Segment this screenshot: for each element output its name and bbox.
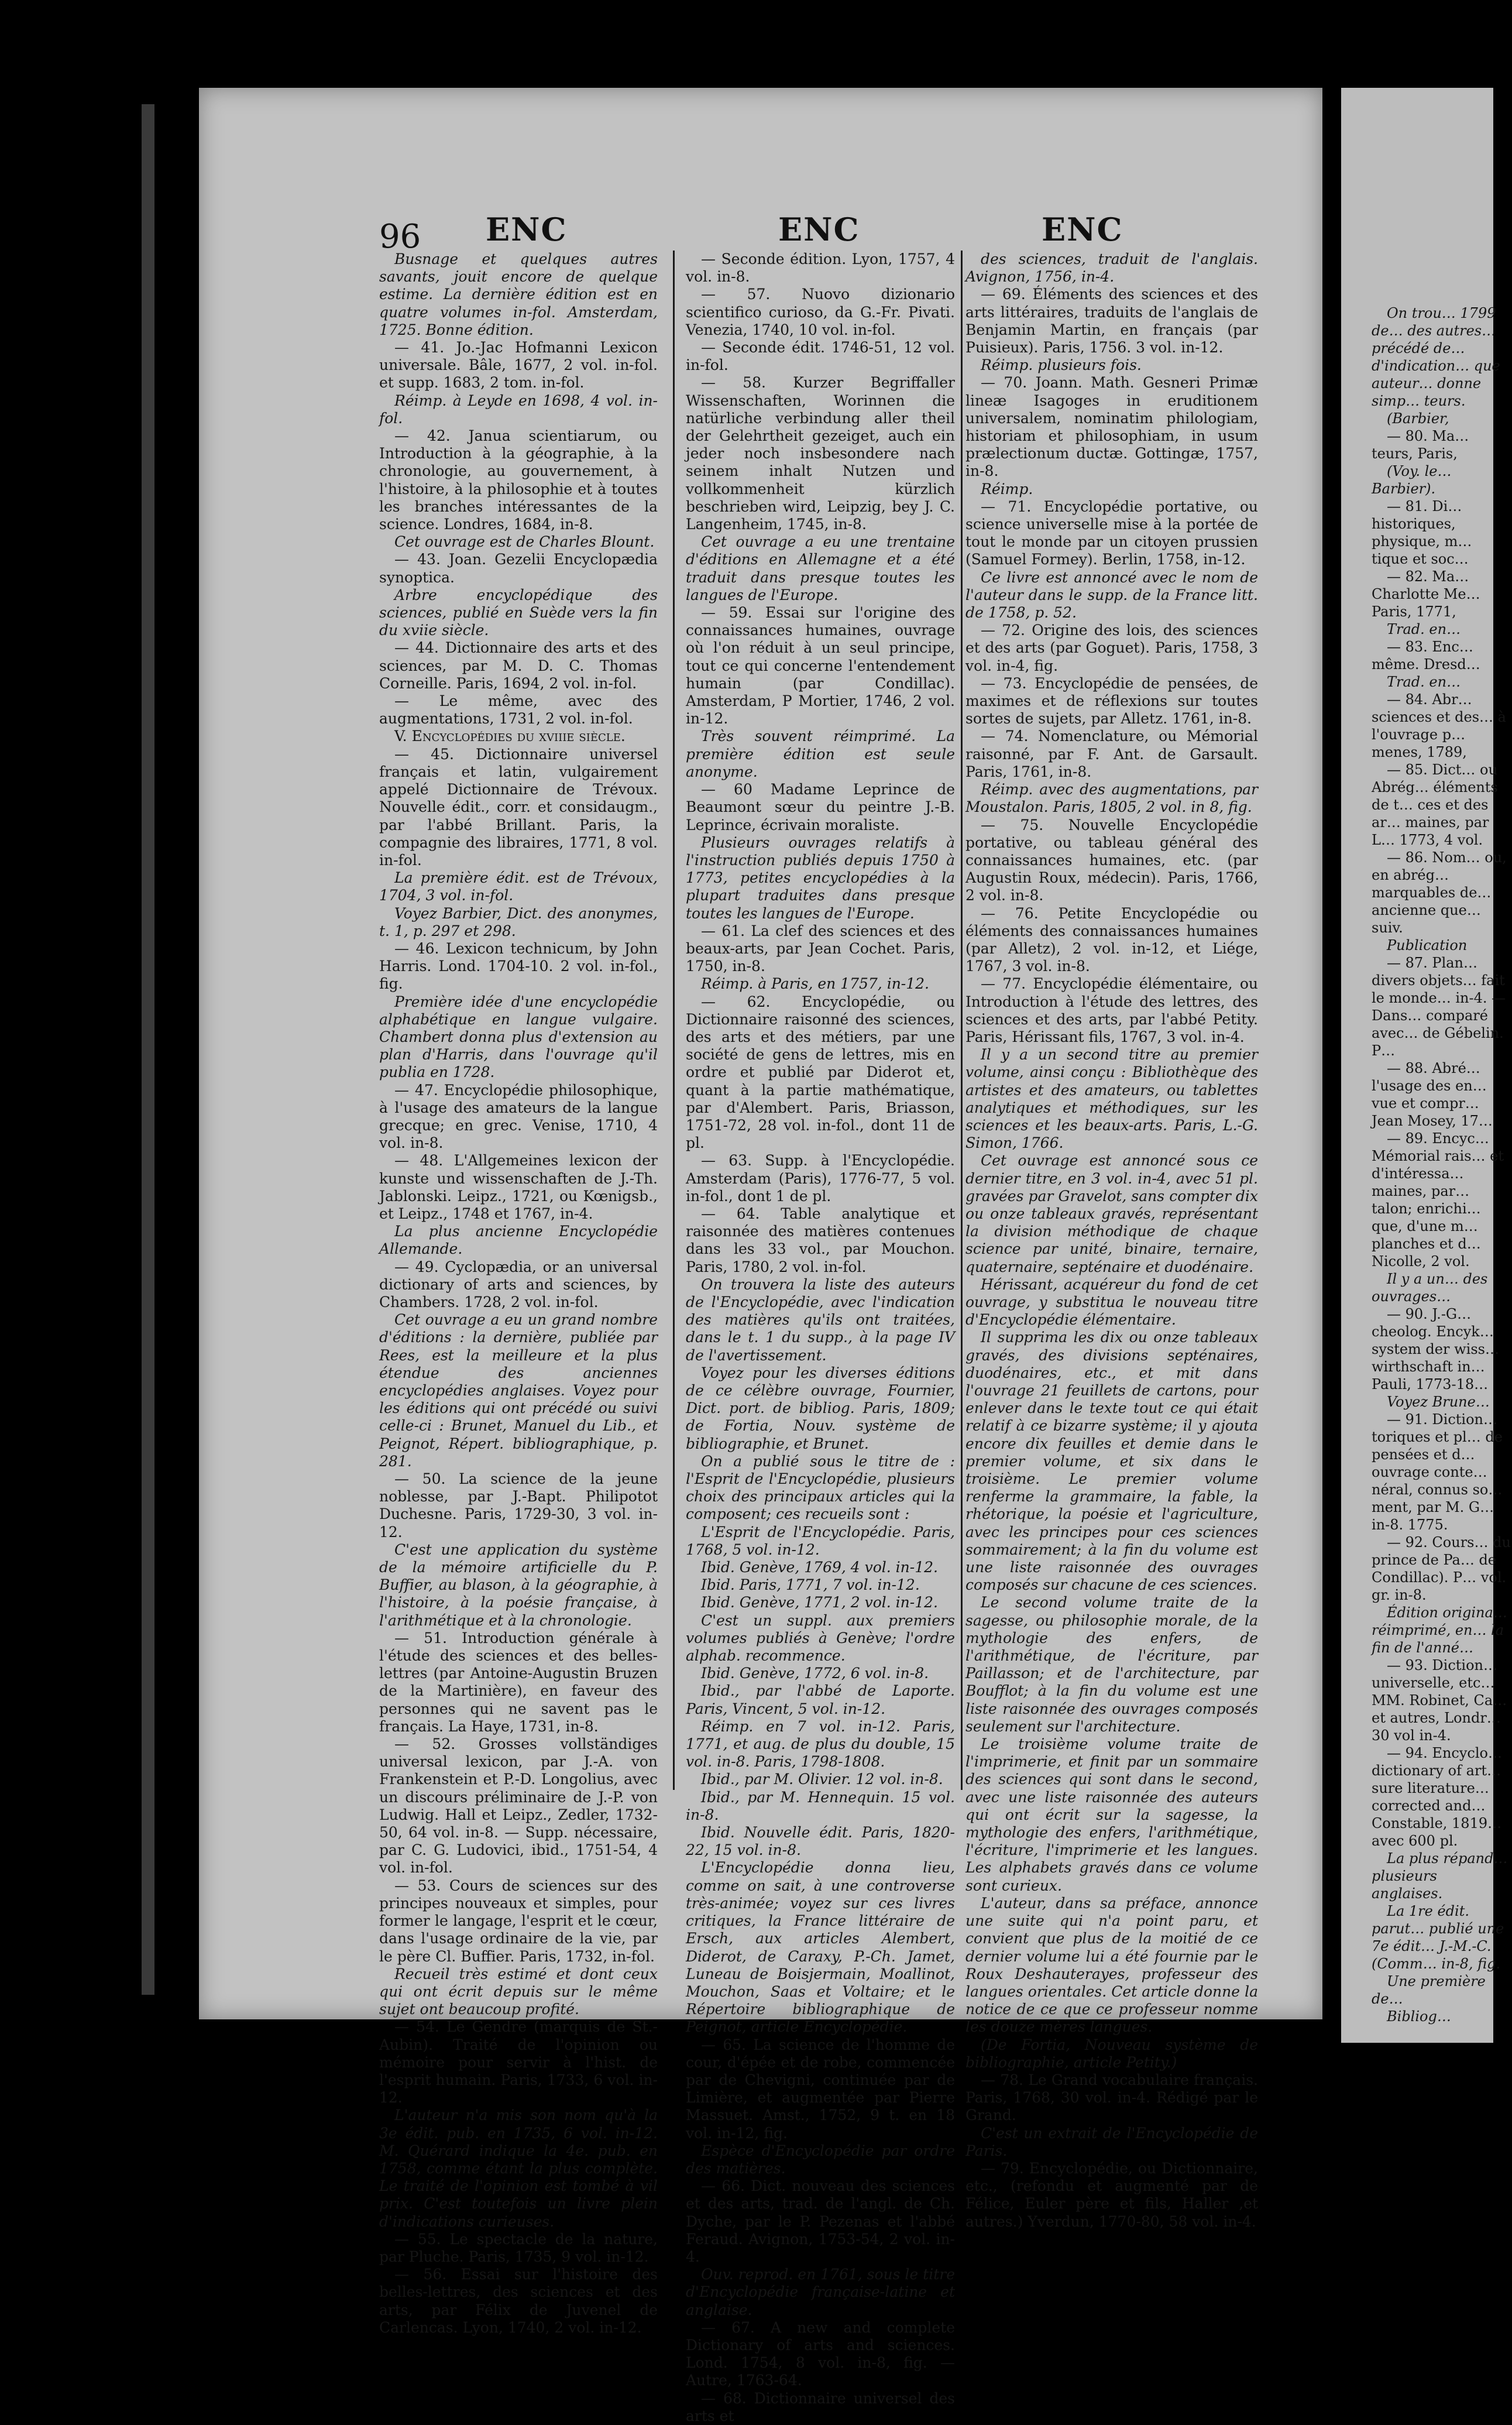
entry-paragraph: Réimp. en 7 vol. in-12. Paris, 1771, et aug. de plus du double, 15 vol. in-8. Paris, 1798-1808. <box>686 1717 955 1771</box>
entry-paragraph: — 75. Nouvelle Encyclopédie portative, ou tableau général des connaissances humaines, etc. (par Augustin Roux, médecin). Paris, 1766, 2 vol. in-8. <box>965 816 1258 904</box>
entry-paragraph: Ibid., par M. Olivier. 12 vol. in-8. <box>701 1771 943 1788</box>
text-column-2 <box>686 251 955 2424</box>
entry-paragraph: — 86. Nom… ou, en abrég… marquables de… ancienne que… suiv. <box>1372 849 1507 936</box>
entry-paragraph: — 43. Joan. Gezelii Encyclopædia synoptica. <box>379 551 658 586</box>
running-header-center: ENC <box>778 211 860 248</box>
entry-paragraph: — 67. A new and complete Dictionary of arts and sciences. Lond. 1754, 8 vol. in-8, fig. — Autre, 1763-64. <box>686 2318 955 2389</box>
running-header-right: ENC <box>1042 211 1123 248</box>
entry-paragraph: — 59. Essai sur l'origine des connaissances humaines, ouvrage où l'on réduit à un seul principe, tout ce qui concerne l'entendement humain (par Condillac). Amsterdam, P Mortier, 1746, 2 vol. in-12. <box>686 604 955 728</box>
entry-paragraph: — 44. Dictionnaire des arts et des sciences, par M. D. C. Thomas Corneille. Paris, 1694, 2 vol. in-fol. <box>379 639 658 692</box>
entry-paragraph: On a publié sous le titre de : l'Esprit de l'Encyclopédie, plusieurs choix des principaux articles qui la composent; ces recueils sont : <box>686 1452 955 1523</box>
entry-paragraph: Plusieurs ouvrages relatifs à l'instruction publiés depuis 1750 à 1773, petites encyclopédies à la plupart traduites dans presque toutes les langues de l'Europe. <box>686 834 955 922</box>
column-rule-1 <box>673 251 675 1790</box>
entry-paragraph: Réimp. <box>981 480 1033 498</box>
entry-paragraph: Ibid. Genève, 1771, 2 vol. in-12. <box>701 1594 938 1611</box>
entry-paragraph: — 64. Table analytique et raisonnée des matières contenues dans les 33 vol., par Mouchon. Paris, 1780, 2 vol. in-fol. <box>686 1205 955 1275</box>
entry-paragraph: Ibid. Paris, 1771, 7 vol. in-12. <box>701 1576 920 1594</box>
entry-paragraph: Publication <box>1387 937 1468 953</box>
column-rule-2 <box>961 251 963 1790</box>
entry-paragraph: L'Esprit de l'Encyclopédie. Paris, 1768, 5 vol. in-12. <box>686 1523 955 1558</box>
entry-paragraph: — 76. Petite Encyclopédie ou éléments des connaissances humaines (par Alletz), 2 vol. in-12, et Liége, 1767, 3 vol. in-8. <box>965 904 1258 975</box>
entry-paragraph: Première idée d'une encyclopédie alphabétique en langue vulgaire. Chambert donna plus d'extension au plan d'Harris, dans l'ouvrage qu'il publia en 1728. <box>379 993 658 1081</box>
entry-paragraph: Voyez Brune… <box>1387 1394 1490 1410</box>
adjacent-page-fragment <box>1341 88 1511 2043</box>
entry-paragraph: — 62. Encyclopédie, ou Dictionnaire raisonné des sciences, des arts et des métiers, par une société de gens de lettres, mis en ordre et publié par Diderot et, quant à la partie mathématique, par d'Alembert. Paris, Briasson, 1751-72, 28 vol. in-fol., dont 11 de pl. <box>686 993 955 1152</box>
entry-paragraph: Ouv. reprod. en 1761, sous le titre d'Encyclopédie française-latine et anglaise. <box>686 2266 955 2318</box>
entry-paragraph: Ibid., par M. Hennequin. 15 vol. in-8. <box>686 1788 955 1823</box>
entry-paragraph: — 92. Cours… du prince de Pa… de Condillac). P… vol. gr. in-8. <box>1372 1534 1511 1603</box>
entry-paragraph: — 71. Encyclopédie portative, ou science universelle mise à la portée de tout le monde par un citoyen prussien (Samuel Formey). Berlin, 1758, in-12. <box>965 498 1258 568</box>
entry-paragraph: La première édit. est de Trévoux, 1704, 3 vol. in-fol. <box>379 869 658 904</box>
text-column-3 <box>965 251 1258 2230</box>
entry-paragraph: des sciences, traduit de l'anglais. Avignon, 1756, in-4. <box>965 251 1258 286</box>
entry-paragraph: Espèce d'Encyclopédie par ordre des matières. <box>686 2142 955 2177</box>
entry-paragraph: — 77. Encyclopédie élémentaire, ou Introduction à l'étude des lettres, des sciences et des arts, par l'abbé Petity. Paris, Hérissant fils, 1767, 3 vol. in-4. <box>965 975 1258 1045</box>
entry-paragraph: — 48. L'Allgemeines lexicon der kunste und wissenschaften de J.-Th. Jablonski. Leipz., 1721, ou Kœnigsb., et Leipz., 1748 et 1767, in-4. <box>379 1152 658 1222</box>
entry-paragraph: — 69. Éléments des sciences et des arts littéraires, traduits de l'anglais de Benjamin Martin, en français (par Puisieux). Paris, 1756. 3 vol. in-12. <box>965 286 1258 356</box>
entry-paragraph: L'Encyclopédie donna lieu, comme on sait, à une controverse très-animée; voyez sur ces livres critiques, la France littéraire de Ersch, aux articles Alembert, Diderot, de Caraxy, P.-Ch. Jamet, Luneau de Boisjermain, Moallinot, Mouchon, Saas et Voltaire; et le Répertoire bibliographique de Peignot, article Encyclopédie. <box>686 1859 955 2036</box>
entry-paragraph: Réimp. à Paris, en 1757, in-12. <box>701 975 930 993</box>
entry-paragraph: (De Fortia, Nouveau système de bibliographie, article Petity.) <box>965 2036 1258 2071</box>
page-number: 96 <box>379 218 421 256</box>
entry-paragraph: — 47. Encyclopédie philosophique, à l'usage des amateurs de la langue grecque; en grec. Venise, 1710, 4 vol. in-8. <box>379 1081 658 1152</box>
entry-paragraph: — 72. Origine des lois, des sciences et des arts (par Goguet). Paris, 1758, 3 vol. in-4, fig. <box>965 622 1258 674</box>
entry-paragraph: On trou… 1799 de… des autres… précédé de… d'indication… que auteur… donne simp… teurs. <box>1372 305 1500 409</box>
entry-paragraph: La plus ancienne Encyclopédie Allemande. <box>379 1223 658 1258</box>
entry-paragraph: La 1re édit. parut… publié une 7e édit… J.-M.-C. (Comm… in-8, fig. <box>1372 1903 1504 1972</box>
entry-paragraph: Cet ouvrage a eu une trentaine d'éditions en Allemagne et a été traduit dans presque toutes les langues de l'Europe. <box>686 533 955 603</box>
entry-paragraph: C'est un extrait de l'Encyclopédie de Paris. <box>965 2124 1258 2159</box>
entry-paragraph: Réimp. à Leyde en 1698, 4 vol. in-fol. <box>379 392 658 427</box>
entry-paragraph: — 82. Ma… Charlotte Me… Paris, 1771, <box>1372 568 1480 620</box>
entry-paragraph: — 63. Supp. à l'Encyclopédie. Amsterdam (Paris), 1776-77, 5 vol. in-fol., dont 1 de pl. <box>686 1152 955 1205</box>
entry-paragraph: Édition origina… réimprimé, en… la fin de l'anné… <box>1372 1604 1507 1656</box>
entry-paragraph: Très souvent réimprimé. La première édition est seule anonyme. <box>686 728 955 780</box>
entry-paragraph: — Seconde édition. Lyon, 1757, 4 vol. in-8. <box>686 251 955 286</box>
entry-paragraph: Une première de… <box>1372 1973 1486 2007</box>
entry-paragraph: L'auteur n'a mis son nom qu'à la 3e édit. pub. en 1735, 6 vol. in-12. M. Quérard indique la 4e. pub. en 1758, comme étant la plus complète. Le traité de l'opinion est tombé à vil prix. C'est toutefois un livre plein d'indications curieuses. <box>379 2107 658 2230</box>
entry-paragraph: Le second volume traite de la sagesse, ou philosophie morale, de la mythologie des enfers, de l'arithmétique, de l'écriture, par Paillasson; et de l'architecture, par Boufflot; à la fin du volume est une liste raisonnée des ouvrages composés seulement sur l'architecture. <box>965 1594 1258 1735</box>
entry-paragraph: (Voy. le… Barbier). <box>1372 463 1452 497</box>
entry-paragraph: — 58. Kurzer Begriffaller Wissenschaften, Worinnen die natürliche verbindung aller theil der Gelehrtheit gezeiget, auch ein jeder noch insbesondere nach seinem inhalt Nutzen und vollkommenheit kürzlich beschrieben wird, Leipzig, bey J. C. Langenheim, 1745, in-8. <box>686 374 955 533</box>
entry-paragraph: — 87. Plan… divers objets… fait le monde… in-4. — Dans… comparé avec… de Gébelin. P… <box>1372 955 1506 1059</box>
entry-paragraph: — 57. Nuovo dizionario scientifico curioso, da G.-Fr. Pivati. Venezia, 1740, 10 vol. in-fol. <box>686 286 955 338</box>
entry-paragraph: Trad. en… <box>1387 621 1461 637</box>
entry-paragraph: Voyez pour les diverses éditions de ce célèbre ouvrage, Fournier, Dict. port. de bibliog. Paris, 1809; de Fortia, Nouv. système de bibliographie, et Brunet. <box>686 1364 955 1452</box>
entry-paragraph: — 50. La science de la jeune noblesse, par J.-Bapt. Philipotot Duchesne. Paris, 1729-30, 3 vol. in-12. <box>379 1470 658 1541</box>
entry-paragraph: Recueil très estimé et dont ceux qui ont écrit depuis sur le même sujet ont beaucoup profité. <box>379 1965 658 2018</box>
entry-paragraph: — 73. Encyclopédie de pensées, de maximes et de réflexions sur toutes sortes de sujets, par Alletz. 1761, in-8. <box>965 674 1258 728</box>
entry-paragraph: — 93. Diction… universelle, etc… MM. Robinet, Ca… et autres, Londr… 30 vol in-4. <box>1372 1657 1507 1744</box>
entry-paragraph: — 79. Encyclopédie, ou Dictionnaire, etc., (refondu et augmenté par de Félice, Euler père et fils, Haller ,et autres.) Yverdun, 1770-80, 58 vol. in-4. <box>965 2159 1258 2230</box>
entry-paragraph: — 56. Essai sur l'histoire des belles-lettres, des sciences et des arts, par Félix de Juvenel de Carlencas. Lyon, 1740, 2 vol. in-12. <box>379 2266 658 2336</box>
entry-paragraph: — 84. Abr… sciences et des… à l'ouvrage p… menes, 1789, <box>1372 691 1506 760</box>
entry-paragraph: — 61. La clef des sciences et des beaux-arts, par Jean Cochet. Paris, 1750, in-8. <box>686 922 955 975</box>
entry-paragraph: Cet ouvrage a eu un grand nombre d'éditions : la dernière, publiée par Rees, est la meilleure et la plus étendue des anciennes encyclopédies anglaises. Voyez pour les éditions qui ont précédé ou suivi celle-ci : Brunet, Manuel du Lib., et Peignot, Répert. bibliographique, p. 281. <box>379 1311 658 1470</box>
entry-paragraph: — 55. Le spectacle de la nature, par Pluche. Paris, 1735, 9 vol. in-12. <box>379 2230 658 2265</box>
entry-paragraph: — 94. Encyclo… dictionary of art… sure literature… corrected and… Constable, 1819… avec 600 pl. <box>1372 1745 1502 1849</box>
entry-paragraph: V. Encyclopédies du xviiie siècle. <box>394 728 626 745</box>
entry-paragraph: — 88. Abré… l'usage des en… vue et compr… Jean Mosey, 17… <box>1372 1060 1493 1129</box>
entry-paragraph: — 78. Le Grand vocabulaire français. Paris, 1768, 30 vol. in-4. Rédigé par le Grand. <box>965 2071 1258 2124</box>
entry-paragraph: — 52. Grosses vollständiges universal lexicon, par J.-A. von Frankenstein et P.-D. Longolius, avec un discours préliminaire de J.-P. von Ludwig. Hall et Leipz., Zedler, 1732-50, 64 vol. in-8. — Supp. nécessaire, par C. G. Ludovici, ibid., 1751-54, 4 vol. in-fol. <box>379 1735 658 1877</box>
entry-paragraph: C'est une application du système de la mémoire artificielle du P. Buffier, au blason, à la géographie, à l'histoire, à la poésie française, à l'arithmétique et à la chronologie. <box>379 1541 658 1629</box>
entry-paragraph: Bibliog… <box>1387 2008 1451 2025</box>
adjacent-page-text <box>1372 304 1512 2037</box>
entry-paragraph: — Seconde édit. 1746-51, 12 vol. in-fol. <box>686 339 955 374</box>
entry-paragraph: Réimp. avec des augmentations, par Moustalon. Paris, 1805, 2 vol. in 8, fig. <box>965 781 1258 816</box>
entry-paragraph: — 70. Joann. Math. Gesneri Primæ lineæ Isagoges in eruditionem universalem, nominatim philologiam, historiam et philosophiam, in usum prælectionum ductæ. Gottingæ, 1757, in-8. <box>965 374 1258 480</box>
entry-paragraph: — 46. Lexicon technicum, by John Harris. Lond. 1704-10. 2 vol. in-fol., fig. <box>379 939 658 993</box>
entry-paragraph: — 65. La science de l'homme de cour, d'épée et de robe, commencée par de Chevigni, continuée par de Limière, et augmentée par Pierre Massuet. Amst., 1752, 9 t. en 18 vol. in-12, fig. <box>686 2036 955 2142</box>
entry-paragraph: Réimp. plusieurs fois. <box>981 356 1142 374</box>
entry-paragraph: Ce livre est annoncé avec le nom de l'auteur dans le supp. de la France litt. de 1758, p. 52. <box>965 568 1258 622</box>
entry-paragraph: — 49. Cyclopædia, or an universal dictionary of arts and sciences, by Chambers. 1728, 2 vol. in-fol. <box>379 1258 658 1311</box>
entry-paragraph: Ibid. Nouvelle édit. Paris, 1820-22, 15 vol. in-8. <box>686 1824 955 1859</box>
entry-paragraph: — 54. Le Gendre (marquis de St.-Aubin). Traité de l'opinion ou mémoire pour servir à l'hist. de l'esprit humain. Paris, 1733, 6 vol. in-12. <box>379 2018 658 2107</box>
entry-paragraph: Il y a un… des ouvrages… <box>1372 1271 1488 1305</box>
entry-paragraph: — Le même, avec des augmentations, 1731, 2 vol. in-fol. <box>379 692 658 728</box>
entry-paragraph: Arbre encyclopédique des sciences, publié en Suède vers la fin du xviie siècle. <box>379 586 658 639</box>
entry-paragraph: Voyez Barbier, Dict. des anonymes, t. 1, p. 297 et 298. <box>379 904 658 939</box>
entry-paragraph: — 45. Dictionnaire universel français et latin, vulgairement appelé Dictionnaire de Trévoux. Nouvelle édit., corr. et considaugm., par l'abbé Brillant. Paris, la compagnie des libraires, 1771, 8 vol. in-fol. <box>379 745 658 869</box>
entry-paragraph: — 89. Encyc… Mémorial rais… et d'intéressa… maines, par… talon; enrichi… que, d'une m… planches et d… Nicolle, 2 vol. <box>1372 1130 1504 1270</box>
text-column-1 <box>379 251 658 2336</box>
entry-paragraph: Ibid., par l'abbé de Laporte. Paris, Vincent, 5 vol. in-12. <box>686 1682 955 1717</box>
entry-paragraph: — 85. Dict… ou Abrég… éléments de t… ces et des ar… maines, par L… 1773, 4 vol. <box>1372 762 1498 848</box>
entry-paragraph: Hérissant, acquéreur du fond de cet ouvrage, y substitua le nouveau titre d'Encyclopédie élémentaire. <box>965 1275 1258 1329</box>
entry-paragraph: — 51. Introduction générale à l'étude des sciences et des belles-lettres (par Antoine-Augustin Bruzen de la Martinière), en faveur des personnes qui ne savent pas le français. La Haye, 1731, in-8. <box>379 1629 658 1735</box>
entry-paragraph: — 91. Diction… toriques et pl… de pensées et d… ouvrage conte… néral, connus so… ment, par M. G… in-8. 1775. <box>1372 1411 1503 1533</box>
entry-paragraph: Busnage et quelques autres savants, jouit encore de quelque estime. La dernière édition est en quatre volumes in-fol. Amsterdam, 1725. Bonne édition. <box>379 251 658 338</box>
entry-paragraph: Ibid. Genève, 1769, 4 vol. in-12. <box>701 1559 938 1576</box>
entry-paragraph: — 80. Ma… teurs, Paris, <box>1372 428 1469 462</box>
entry-paragraph: Il supprima les dix ou onze tableaux gravés, des divisions septénaires, duodénaires, etc., et mit dans l'ouvrage 21 feuillets de cartons, pour enlever dans le texte tout ce qui était relatif à ce bizarre système; il y ajouta encore dix feuilles et demie dans le premier volume, et six dans le troisième. Le premier volume renferme la grammaire, la fable, la rhétorique, la poésie et l'agriculture, avec les principes pour ces sciences sommairement; à la fin du volume est une liste raisonnée des ouvrages composés sur chacune de ces sciences. <box>965 1329 1258 1594</box>
entry-paragraph: — 81. Di… historiques, physique, m… tique et soc… <box>1372 498 1472 567</box>
entry-paragraph: — 42. Janua scientiarum, ou Introduction à la géographie, à la chronologie, au gouvernement, à l'histoire, à la philosophie et à toutes les branches intéressantes de la science. Londres, 1684, in-8. <box>379 427 658 533</box>
entry-paragraph: — 90. J.-G… cheolog. Encyk… system der wiss… wirthschaft in… Pauli, 1773-18… <box>1372 1306 1499 1392</box>
entry-paragraph: — 68. Dictionnaire universel des arts et <box>686 2389 955 2424</box>
entry-paragraph: — 60 Madame Leprince de Beaumont sœur du peintre J.-B. Leprince, écrivain moraliste. <box>686 781 955 834</box>
entry-paragraph: L'auteur, dans sa préface, annonce une suite qui n'a point paru, et convient que plus de la moitié de ce dernier volume lui a été fournie par le Roux Deshauterayes, professeur des langues orientales. Cet article donne la notice de ce que ce professeur nomme les douze mères langues. <box>965 1894 1258 2036</box>
entry-paragraph: Cet ouvrage est annoncé sous ce dernier titre, en 3 vol. in-4, avec 51 pl. gravées par Gravelot, sans compter dix ou onze tableaux gravés, représentant la division méthodique de chaque science par unité, binaire, ternaire, quaternaire, septénaire et duodénaire. <box>965 1152 1258 1275</box>
binding-edge <box>142 104 154 1995</box>
entry-paragraph: — 53. Cours de sciences sur des principes nouveaux et simples, pour former le langage, l'esprit et le cœur, dans l'usage ordinaire de la vie, par le père Cl. Buffier. Paris, 1732, in-fol. <box>379 1877 658 1965</box>
entry-paragraph: — 74. Nomenclature, ou Mémorial raisonné, par F. Ant. de Garsault. Paris, 1761, in-8. <box>965 728 1258 780</box>
entry-paragraph: Trad. en… <box>1387 674 1461 690</box>
entry-paragraph: Cet ouvrage est de Charles Blount. <box>394 533 655 551</box>
entry-paragraph: La plus répand… plusieurs anglaises. <box>1372 1850 1508 1902</box>
entry-paragraph: Il y a un second titre au premier volume, ainsi conçu : Bibliothèque des artistes et des amateurs, ou tablettes analytiques et méthodiques, sur les sciences et les beaux-arts. Paris, L.-G. Simon, 1766. <box>965 1046 1258 1152</box>
entry-paragraph: — 66. Dict. nouveau des sciences et des arts, trad. de l'angl. de Ch. Dyche, par le P. Pezenas et l'abbé Feraud. Avignon, 1753-54, 2 vol. in-4. <box>686 2177 955 2265</box>
entry-paragraph: Le troisième volume traite de l'imprimerie, et finit par un sommaire des sciences qui sont dans le second, avec une liste raisonnée des auteurs qui ont écrit sur la sagesse, la mythologie des enfers, l'arithmétique, l'écriture, l'imprimerie et les langues. Les alphabets gravés dans ce volume sont curieux. <box>965 1735 1258 1894</box>
entry-paragraph: — 83. Enc… même. Dresd… <box>1372 639 1480 673</box>
entry-paragraph: Ibid. Genève, 1772, 6 vol. in-8. <box>701 1665 929 1682</box>
running-header-left: ENC <box>486 211 568 248</box>
entry-paragraph: (Barbier, <box>1387 410 1449 427</box>
entry-paragraph: C'est un suppl. aux premiers volumes publiés à Genève; l'ordre alphab. recommence. <box>686 1611 955 1665</box>
entry-paragraph: — 41. Jo.-Jac Hofmanni Lexicon universale. Bâle, 1677, 2 vol. in-fol. et supp. 1683, 2 tom. in-fol. <box>379 339 658 392</box>
entry-paragraph: On trouvera la liste des auteurs de l'Encyclopédie, avec l'indication des matières qu'ils ont traitées, dans le t. 1 du supp., à la page IV de l'avertissement. <box>686 1275 955 1364</box>
